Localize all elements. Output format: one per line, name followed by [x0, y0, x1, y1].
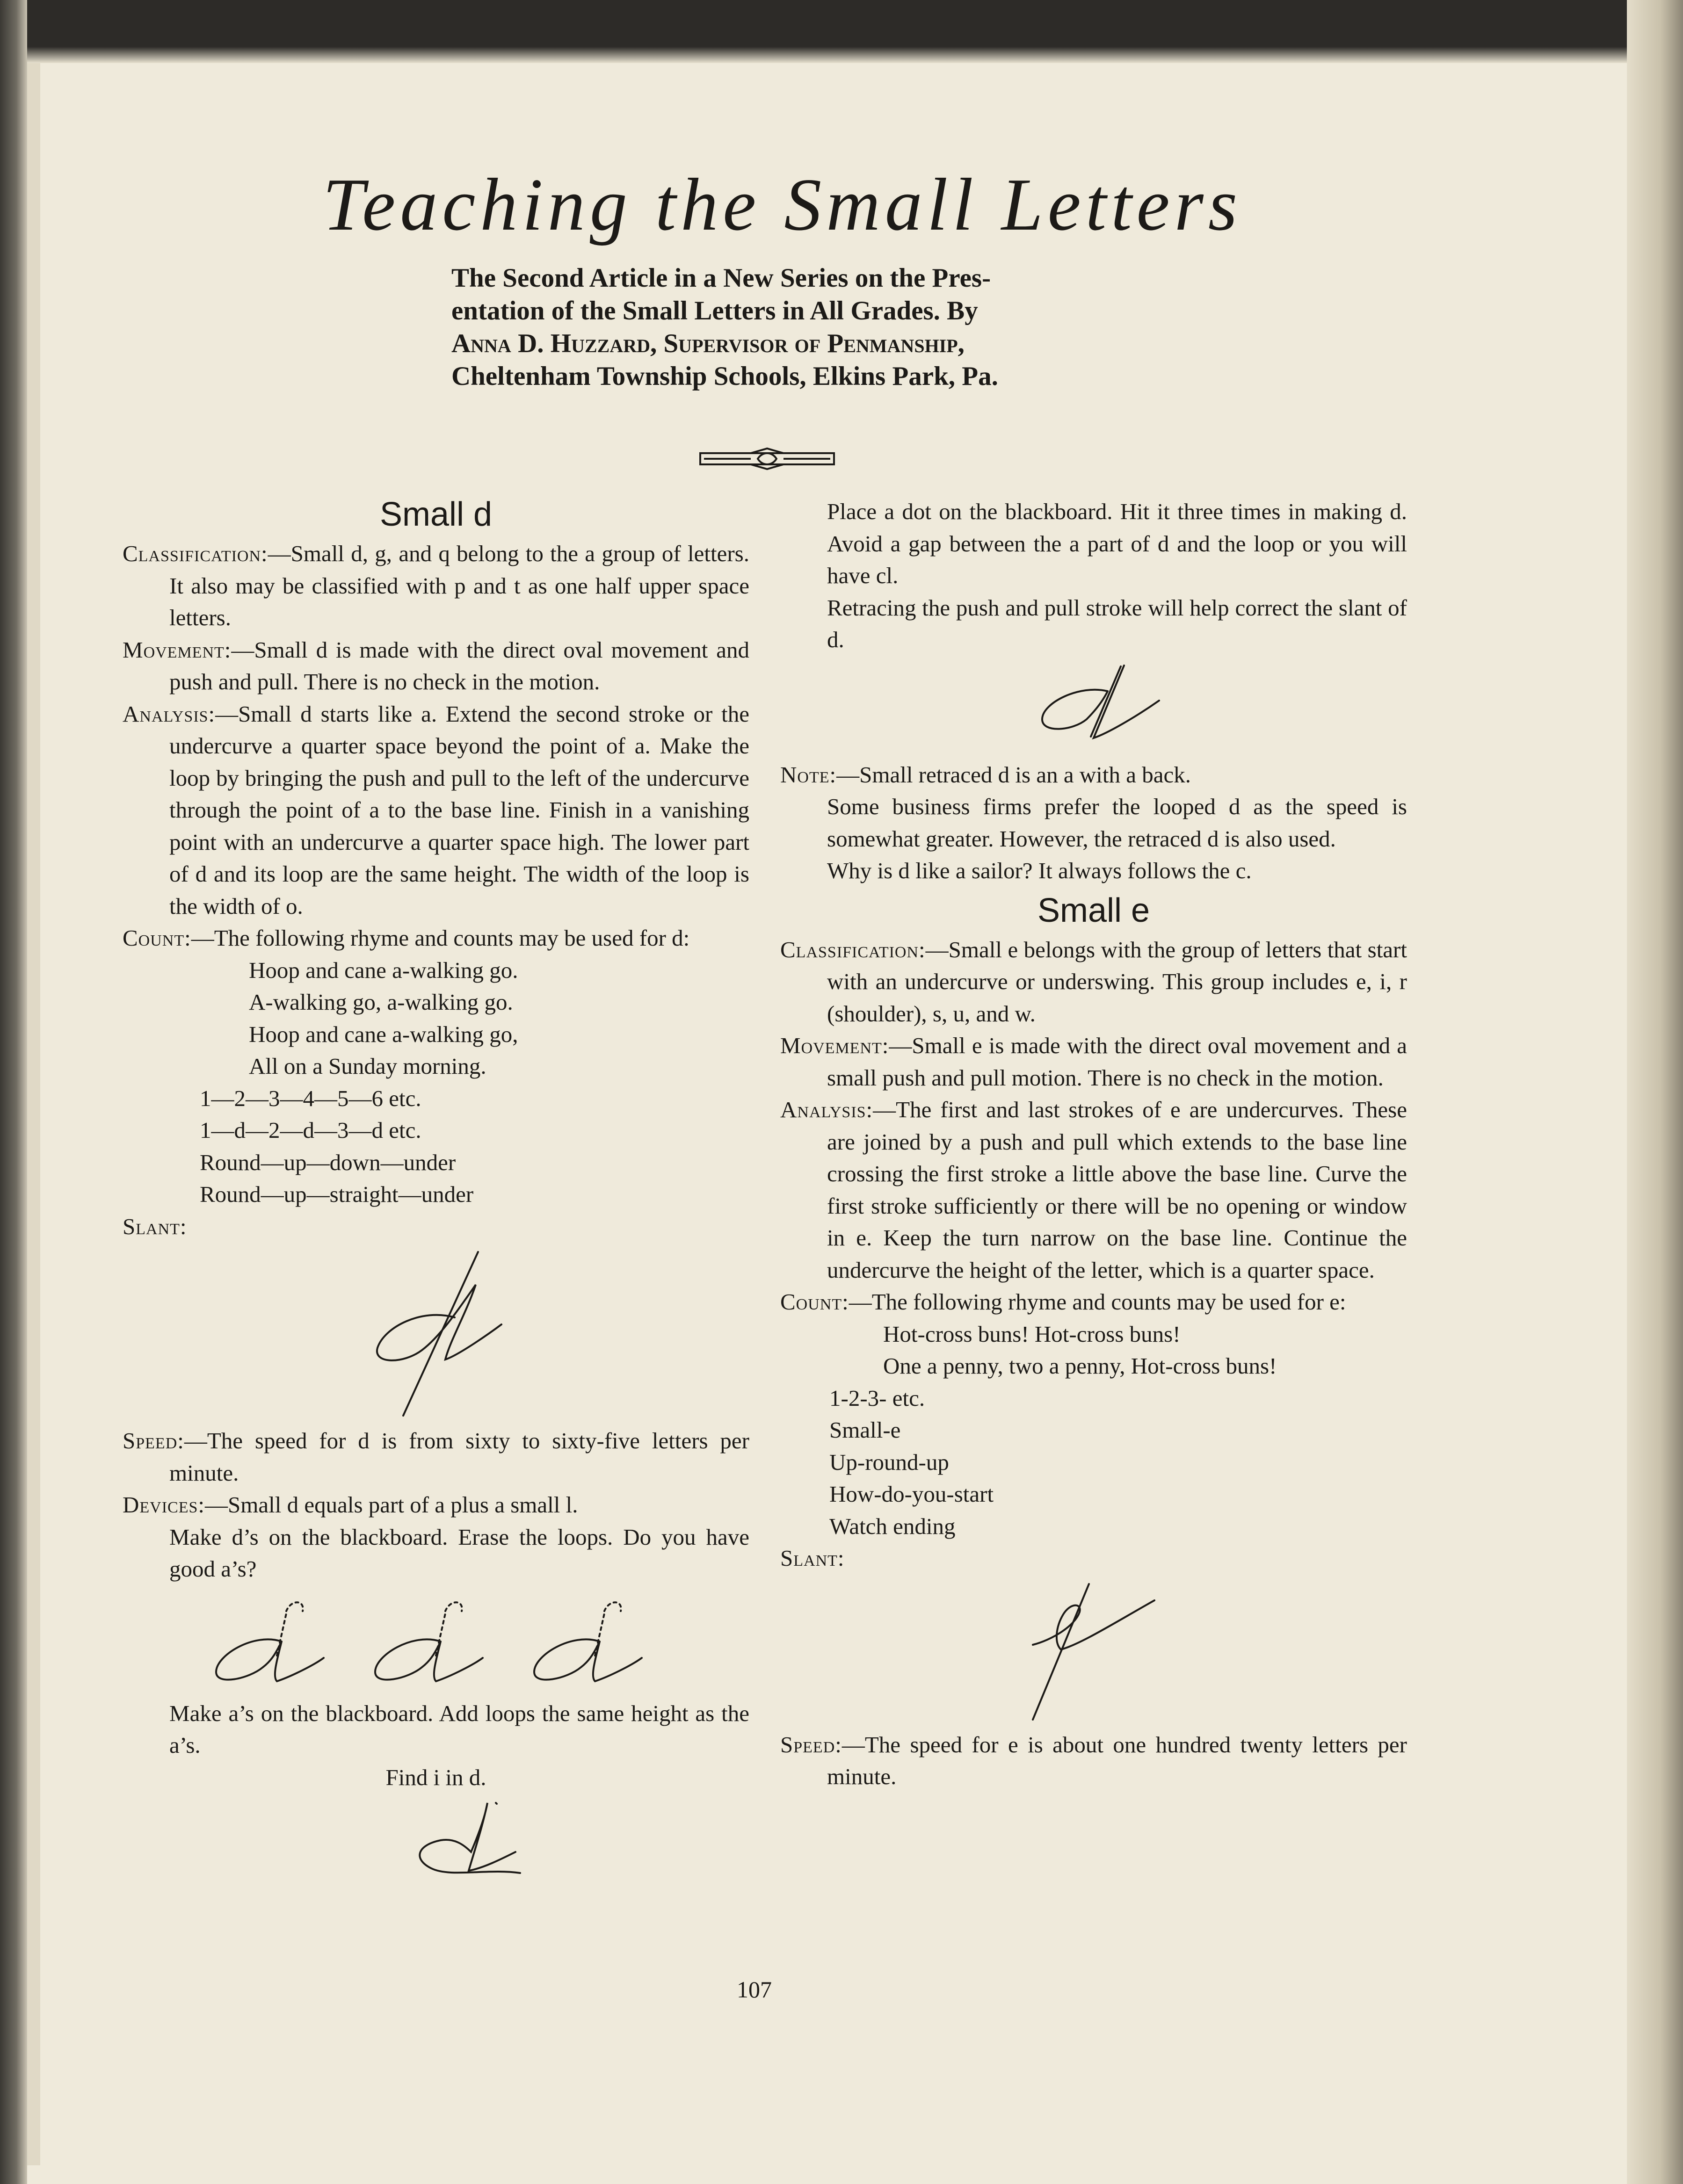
count-entry: [780, 1286, 1407, 1318]
entry-label: Note:: [780, 761, 837, 788]
slant-label: Slant:: [123, 1213, 187, 1239]
entry-label: Speed:: [780, 1731, 842, 1757]
count-entry: [123, 922, 749, 955]
count-line: 1—d—2—d—3—d etc.: [200, 1117, 421, 1143]
rhyme-block: [123, 955, 749, 1083]
place-dot-paragraph: Place a dot on the blackboard. Hit it three times in making d. Avoid a gap between the a part of d and the loop or you will have cl.: [827, 499, 1407, 588]
entry-text: —The following rhyme and counts may be used for d:: [191, 925, 690, 951]
classification-entry: [123, 538, 749, 634]
entry-label: Movement:: [123, 636, 232, 663]
article-subtitle: [451, 262, 1153, 393]
entry-label: Analysis:: [123, 701, 216, 727]
entry-text: —The first and last strokes of e are undercurves. These are joined by a push and pull which extends to the base line crossing the first stroke a little above the base line. Curve the first stroke sufficiently or there will be no opening or window in e. Keep the turn narrow on the base line. Continue the undercurve the height of the letter, which is a quarter space.: [827, 1097, 1407, 1283]
note-entry: [780, 759, 1407, 791]
count-line: 1-2-3- etc.: [829, 1385, 925, 1411]
devices-entry: [123, 1489, 749, 1521]
ornament-divider: [699, 447, 835, 471]
retraced-d-drawing: [780, 656, 1407, 759]
slant-sample-d-drawing: [123, 1243, 749, 1425]
left-column: [123, 491, 749, 1882]
entry-text: —Small retraced d is an a with a back.: [836, 761, 1191, 788]
count-line: 1—2—3—4—5—6 etc.: [200, 1085, 421, 1111]
counts-block: [780, 1382, 1407, 1543]
entry-text: —The speed for e is about one hundred twenty letters per minute.: [827, 1731, 1407, 1789]
subtitle-line: Cheltenham Township Schools, Elkins Park, Pa.: [451, 362, 998, 391]
count-line: How-do-you-start: [829, 1481, 994, 1507]
note-paragraph: Some business firms prefer the looped d as the speed is somewhat greater. However, the retraced d is also used.: [827, 794, 1407, 852]
entry-label: Movement:: [780, 1033, 889, 1058]
entry-label: Devices:: [123, 1492, 205, 1518]
retracing-paragraph: Retracing the push and pull stroke will help correct the slant of d.: [827, 594, 1407, 652]
sample-d-drawing: [123, 1793, 749, 1882]
counts-block: [123, 1083, 749, 1211]
rhyme-line: A-walking go, a-walking go.: [249, 989, 513, 1015]
book-gutter: [0, 0, 27, 2184]
slant-sample-e-drawing: [780, 1575, 1407, 1729]
slant-label: Slant:: [780, 1545, 845, 1571]
analysis-entry: [123, 698, 749, 923]
previous-page-edge: [27, 61, 40, 2165]
count-line: Small-e: [829, 1417, 901, 1443]
section-heading-small-e: Small e: [1037, 891, 1150, 929]
count-line: Round—up—straight—under: [200, 1181, 474, 1207]
rhyme-block: [780, 1318, 1407, 1382]
article-title: Teaching the Small Letters: [323, 163, 1242, 246]
entry-label: Classification:: [780, 936, 926, 962]
rhyme-line: All on a Sunday morning.: [249, 1053, 486, 1079]
right-column: [780, 496, 1407, 1793]
entry-text: —Small d equals part of a plus a small l.: [205, 1492, 578, 1518]
analysis-entry: [780, 1094, 1407, 1286]
subtitle-line: The Second Article in a New Series on the Pres-: [451, 263, 991, 293]
count-line: Up-round-up: [829, 1449, 949, 1475]
entry-label: Count:: [780, 1289, 849, 1315]
rhyme-line: One a penny, two a penny, Hot-cross buns!: [883, 1353, 1277, 1379]
subtitle-line-author: Anna D. Huzzard, Supervisor of Penmanship,: [451, 329, 965, 358]
entry-label: Count:: [123, 925, 191, 951]
entry-text: —The following rhyme and counts may be used for e:: [849, 1289, 1346, 1315]
page-number: 107: [737, 1976, 772, 2003]
entry-label: Analysis:: [780, 1097, 873, 1122]
entry-label: Classification:: [123, 541, 268, 566]
sailor-paragraph: Why is d like a sailor? It always follows the c.: [827, 858, 1252, 883]
entry-text: —Small d, g, and q belong to the a group of letters. It also may be classified with p and t as one half upper space letters.: [169, 541, 749, 630]
d-erased-loops-drawing: [123, 1585, 749, 1698]
speed-entry: [780, 1729, 1407, 1793]
rhyme-line: Hoop and cane a-walking go.: [249, 957, 518, 983]
entry-text: —Small d is made with the direct oval movement and push and pull. There is no check in the motion.: [169, 636, 749, 694]
count-line: Round—up—down—under: [200, 1149, 456, 1175]
classification-entry: [780, 934, 1407, 1030]
section-heading-small-d: Small d: [379, 496, 493, 533]
devices-paragraph: Make d’s on the blackboard. Erase the loops. Do you have good a’s?: [169, 1524, 749, 1582]
speed-entry: [123, 1425, 749, 1489]
entry-text: —Small e is made with the direct oval movement and a small push and pull motion. There is no check in the motion.: [827, 1033, 1407, 1091]
rhyme-line: Hot-cross buns! Hot-cross buns!: [883, 1321, 1181, 1347]
movement-entry: [780, 1030, 1407, 1094]
entry-text: —Small e belongs with the group of letters that start with an undercurve or underswing. This group includes e, i, r (shoulder), s, u, and w.: [827, 936, 1407, 1027]
page-right-edge: [1627, 0, 1683, 2184]
count-line: Watch ending: [829, 1513, 956, 1539]
entry-text: —Small d starts like a. Extend the second stroke or the undercurve a quarter space beyond the point of a. Make the loop by bringing the push and pull to the left of the undercurve through the point of a to the base line. Finish in a vanishing point with an undercurve a quarter space high. The lower part of d and its loop are the same height. The width of the loop is the width of o.: [169, 701, 749, 919]
page-top-edge: [27, 0, 1655, 63]
subtitle-line: entation of the Small Letters in All Grades. By: [451, 296, 978, 325]
movement-entry: [123, 634, 749, 698]
find-i-line: Find i in d.: [385, 1764, 486, 1790]
make-as-paragraph: Make a’s on the blackboard. Add loops the same height as the a’s.: [169, 1700, 749, 1758]
entry-text: —The speed for d is from sixty to sixty-five letters per minute.: [169, 1428, 749, 1486]
entry-label: Speed:: [123, 1428, 184, 1454]
rhyme-line: Hoop and cane a-walking go,: [249, 1021, 518, 1047]
